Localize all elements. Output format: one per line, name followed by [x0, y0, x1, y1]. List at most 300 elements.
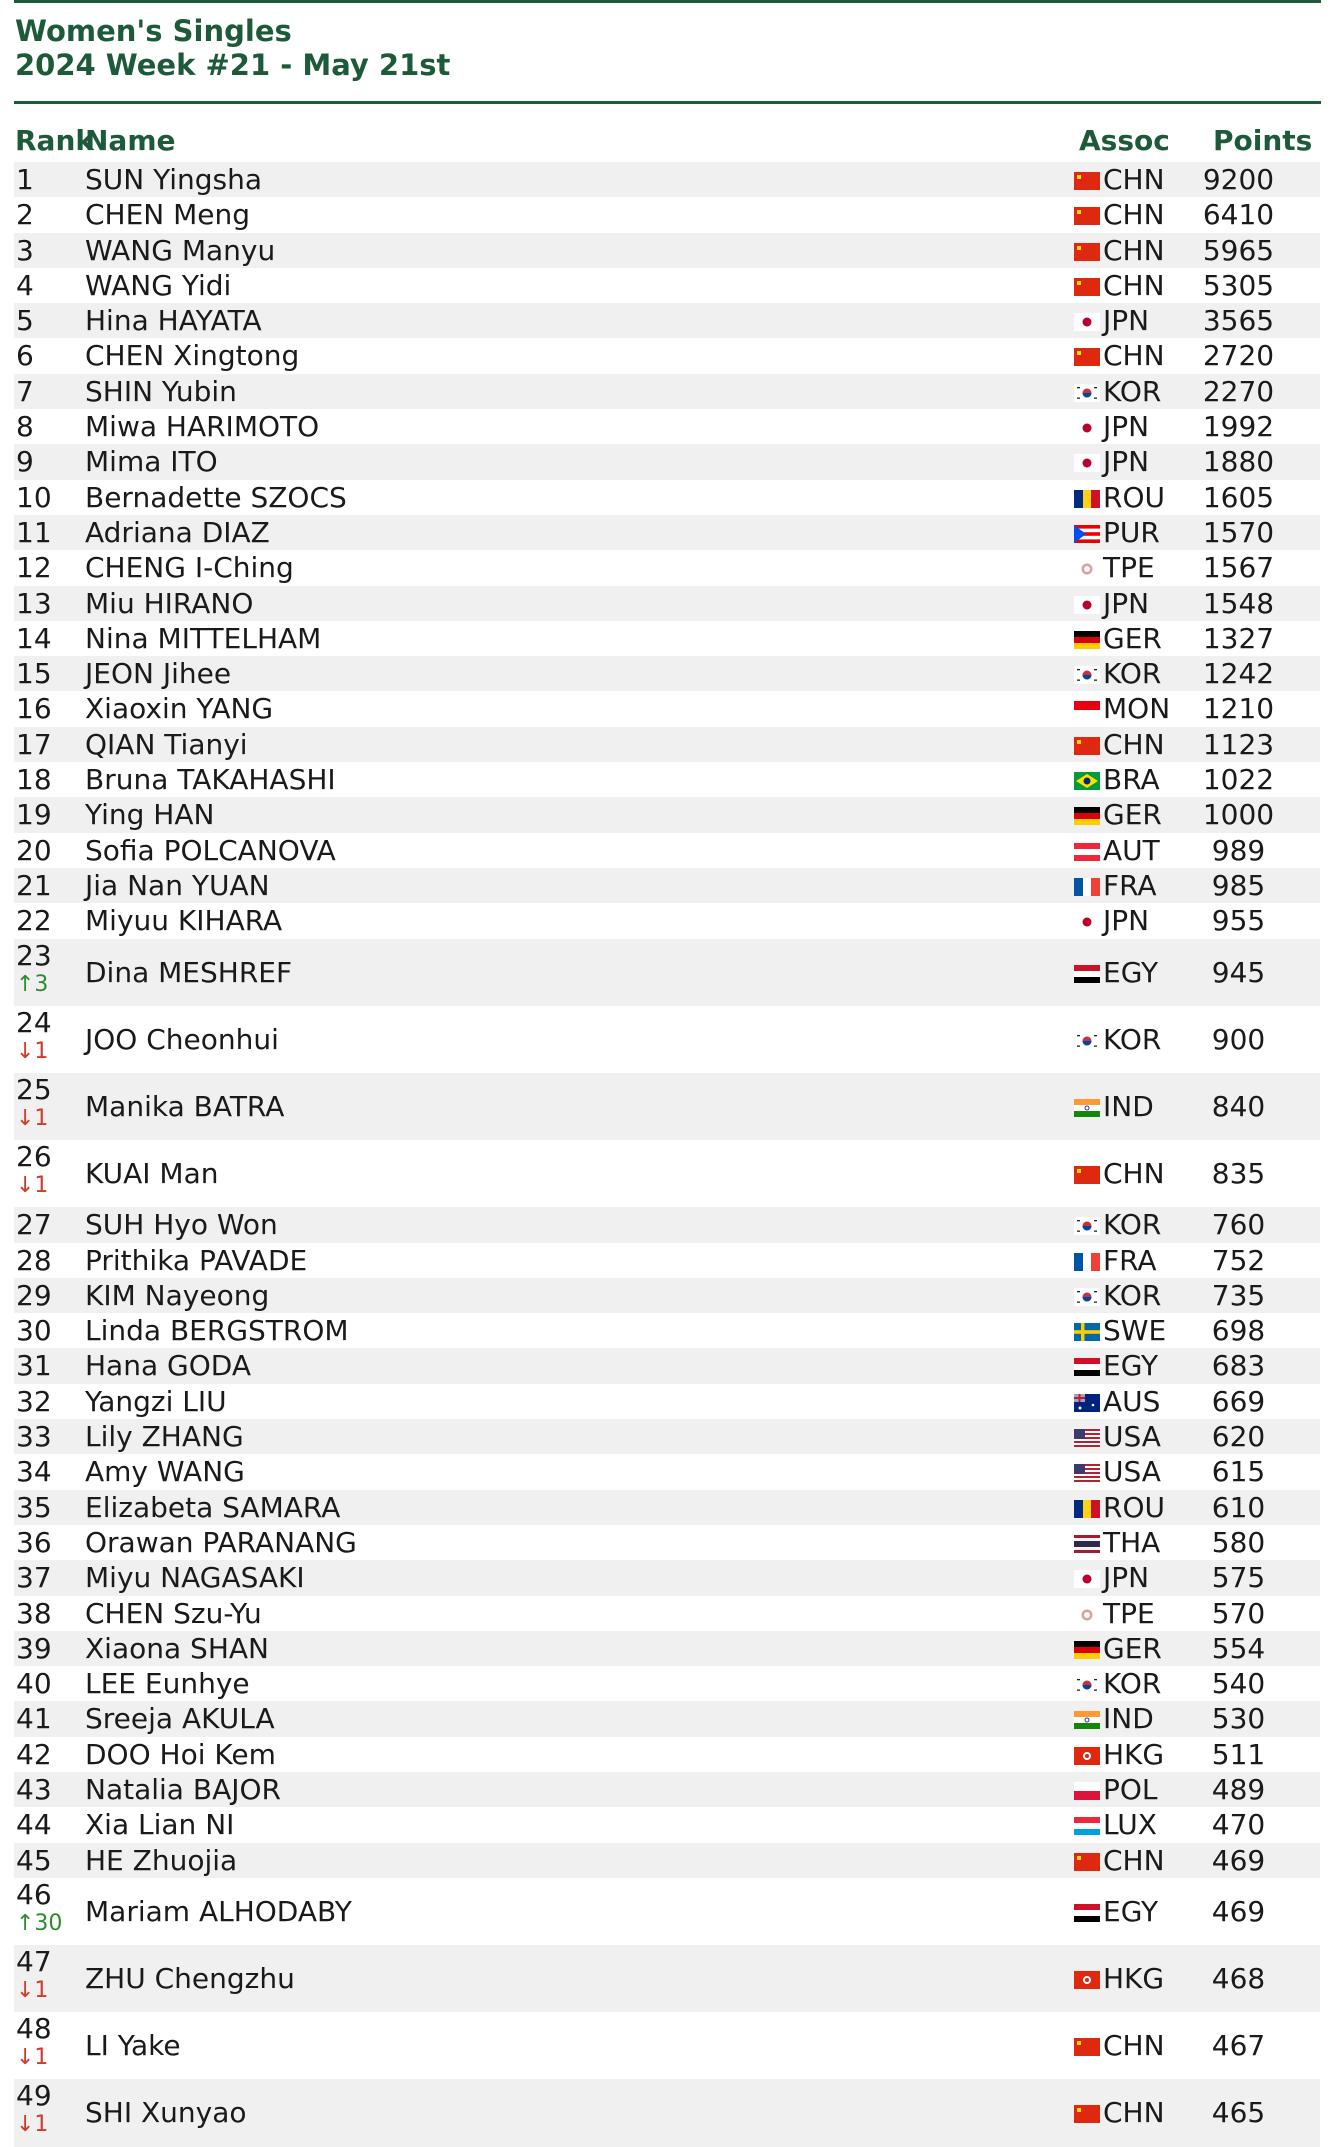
- flag-egy-icon: [1074, 1904, 1100, 1922]
- column-header-assoc: Assoc: [1079, 124, 1170, 157]
- assoc-cell: [1074, 376, 1184, 408]
- assoc-cell: [1074, 1315, 1184, 1347]
- assoc-code: KOR: [1103, 1667, 1162, 1701]
- table-row: [14, 1807, 1320, 1842]
- table-row: [14, 1384, 1320, 1419]
- player-name-cell: SHIN Yubin: [85, 374, 237, 408]
- points-cell: 840: [1211, 1089, 1266, 1123]
- assoc-cell: [1074, 658, 1184, 690]
- rank-change-indicator: ↓1: [16, 1105, 49, 1131]
- rank-cell: 6: [16, 339, 34, 373]
- assoc-code: ROU: [1103, 480, 1165, 514]
- table-row: [14, 1278, 1320, 1313]
- table-row: [14, 1666, 1320, 1701]
- rank-cell: 23: [16, 938, 52, 972]
- rank-change-indicator: ↓1: [16, 1978, 49, 2004]
- rank-cell: 5: [16, 304, 34, 338]
- points-cell: 1210: [1202, 692, 1275, 726]
- assoc-code: GER: [1103, 621, 1162, 655]
- assoc-cell: [1074, 1280, 1184, 1312]
- player-name-cell: SHI Xunyao: [85, 2096, 247, 2130]
- rank-cell: 10: [16, 480, 52, 514]
- assoc-code: HKG: [1103, 1962, 1165, 1996]
- table-row: [14, 868, 1320, 903]
- assoc-cell: [1074, 1421, 1184, 1453]
- table-row: [14, 444, 1320, 479]
- player-name-cell: Xiaona SHAN: [85, 1631, 269, 1665]
- assoc-cell: [1074, 729, 1184, 761]
- player-name-cell: SUH Hyo Won: [85, 1208, 278, 1242]
- top-divider: [14, 0, 1321, 3]
- assoc-cell: [1074, 1209, 1184, 1241]
- assoc-cell: [1074, 1633, 1184, 1665]
- points-cell: 2270: [1202, 374, 1275, 408]
- assoc-cell: [1074, 905, 1184, 937]
- rank-cell: 42: [16, 1737, 52, 1771]
- player-name-cell: CHEN Meng: [85, 198, 251, 232]
- assoc-cell: [1074, 799, 1184, 831]
- assoc-code: EGY: [1103, 1894, 1159, 1928]
- table-row: [14, 233, 1320, 268]
- rank-cell: 38: [16, 1596, 52, 1630]
- player-name-cell: DOO Hoi Kem: [85, 1737, 276, 1771]
- rank-cell: 43: [16, 1773, 52, 1807]
- points-cell: 615: [1211, 1455, 1266, 1489]
- rank-cell: 47: [16, 1945, 52, 1979]
- flag-mon-icon: [1074, 701, 1100, 719]
- flag-rou-icon: [1074, 1500, 1100, 1518]
- rank-cell: 19: [16, 798, 52, 832]
- assoc-cell: [1074, 305, 1184, 337]
- assoc-code: BRA: [1103, 763, 1160, 797]
- rank-cell: 44: [16, 1808, 52, 1842]
- player-name-cell: KUAI Man: [85, 1157, 219, 1191]
- points-cell: 511: [1211, 1737, 1266, 1771]
- rank-change-indicator: ↑3: [16, 971, 49, 997]
- table-row: [14, 374, 1320, 409]
- table-row: [14, 409, 1320, 444]
- points-cell: 835: [1211, 1157, 1266, 1191]
- player-name-cell: JOO Cheonhui: [85, 1022, 279, 1056]
- flag-bra-icon: [1074, 772, 1100, 790]
- rank-cell: 21: [16, 868, 52, 902]
- assoc-code: SWE: [1103, 1314, 1167, 1348]
- rank-cell: 49: [16, 2079, 52, 2113]
- flag-chn-icon: [1074, 2038, 1100, 2056]
- rank-cell: 31: [16, 1349, 52, 1383]
- table-row: [14, 833, 1320, 868]
- column-header-points: Points: [1213, 124, 1313, 157]
- player-name-cell: Mima ITO: [85, 445, 218, 479]
- player-name-cell: SUN Yingsha: [85, 163, 263, 196]
- player-name-cell: Ying HAN: [85, 798, 215, 832]
- table-row: [14, 550, 1320, 585]
- rank-cell: 35: [16, 1490, 52, 1524]
- flag-tha-icon: [1074, 1535, 1100, 1553]
- player-name-cell: Sreeja AKULA: [85, 1702, 275, 1736]
- table-row: [14, 2012, 1320, 2079]
- assoc-code: IND: [1103, 1089, 1154, 1123]
- column-header-name: Name: [85, 124, 176, 157]
- assoc-cell: [1074, 1739, 1184, 1771]
- points-cell: 1570: [1202, 515, 1275, 549]
- points-cell: 470: [1211, 1808, 1266, 1842]
- assoc-code: KOR: [1103, 374, 1162, 408]
- rank-cell: 37: [16, 1561, 52, 1595]
- rank-cell: 32: [16, 1384, 52, 1418]
- rank-cell: 26: [16, 1140, 52, 1174]
- flag-kor-icon: [1074, 1288, 1100, 1306]
- rank-cell: 13: [16, 586, 52, 620]
- table-row: [14, 903, 1320, 938]
- table-row: [14, 1878, 1320, 1945]
- flag-chn-icon: [1074, 2105, 1100, 2123]
- assoc-code: CHN: [1103, 198, 1165, 232]
- table-row: [14, 1490, 1320, 1525]
- assoc-code: EGY: [1103, 955, 1159, 989]
- assoc-code: IND: [1103, 1702, 1154, 1736]
- flag-ger-icon: [1074, 631, 1100, 649]
- player-name-cell: Nina MITTELHAM: [85, 621, 322, 655]
- player-name-cell: ZHU Chengzhu: [85, 1962, 295, 1996]
- points-cell: 570: [1211, 1596, 1266, 1630]
- flag-chn-icon: [1074, 737, 1100, 755]
- assoc-cell: [1074, 1809, 1184, 1841]
- assoc-code: JPN: [1103, 1561, 1150, 1595]
- player-name-cell: JEON Jihee: [85, 657, 232, 691]
- player-name-cell: QIAN Tianyi: [85, 727, 248, 761]
- player-name-cell: Sofia POLCANOVA: [85, 833, 336, 867]
- points-cell: 1880: [1202, 445, 1275, 479]
- points-cell: 610: [1211, 1490, 1266, 1524]
- title-line-1: Women's Singles: [15, 14, 292, 48]
- assoc-cell: [1074, 270, 1184, 302]
- flag-chn-icon: [1074, 1853, 1100, 1871]
- rank-cell: 9: [16, 445, 34, 479]
- assoc-cell: [1074, 552, 1184, 584]
- points-cell: 989: [1211, 833, 1266, 867]
- rank-cell: 40: [16, 1667, 52, 1701]
- header-divider: [14, 101, 1321, 104]
- rank-cell: 46: [16, 1877, 52, 1911]
- assoc-code: CHN: [1103, 727, 1165, 761]
- player-name-cell: Natalia BAJOR: [85, 1773, 281, 1807]
- table-row: [14, 939, 1320, 1006]
- flag-jpn-icon: [1074, 913, 1100, 931]
- points-cell: 1242: [1202, 657, 1275, 691]
- player-name-cell: LEE Eunhye: [85, 1667, 250, 1701]
- points-cell: 469: [1211, 1894, 1266, 1928]
- flag-ind-icon: [1074, 1711, 1100, 1729]
- assoc-cell: [1074, 1703, 1184, 1735]
- player-name-cell: Adriana DIAZ: [85, 515, 270, 549]
- points-cell: 1123: [1202, 727, 1275, 761]
- flag-kor-icon: [1074, 384, 1100, 402]
- assoc-cell: [1074, 1024, 1184, 1056]
- points-cell: 669: [1211, 1384, 1266, 1418]
- rank-cell: 30: [16, 1314, 52, 1348]
- points-cell: 467: [1211, 2029, 1266, 2063]
- flag-egy-icon: [1074, 965, 1100, 983]
- player-name-cell: Linda BERGSTROM: [85, 1314, 349, 1348]
- assoc-code: CHN: [1103, 268, 1165, 302]
- rank-change-indicator: ↑30: [16, 1910, 63, 1936]
- assoc-code: USA: [1103, 1420, 1161, 1454]
- points-cell: 580: [1211, 1525, 1266, 1559]
- table-row: [14, 1454, 1320, 1489]
- assoc-cell: [1074, 1963, 1184, 1995]
- flag-jpn-icon: [1074, 313, 1100, 331]
- assoc-cell: [1074, 1456, 1184, 1488]
- assoc-cell: [1074, 1527, 1184, 1559]
- assoc-cell: [1074, 764, 1184, 796]
- table-row: [14, 303, 1320, 338]
- assoc-code: CHN: [1103, 2029, 1165, 2063]
- player-name-cell: Hina HAYATA: [85, 304, 262, 338]
- player-name-cell: LI Yake: [85, 2029, 181, 2063]
- rank-cell: 25: [16, 1072, 52, 1106]
- player-name-cell: CHEN Szu-Yu: [85, 1596, 262, 1630]
- assoc-code: JPN: [1103, 410, 1150, 444]
- rank-cell: 14: [16, 621, 52, 655]
- points-cell: 6410: [1202, 198, 1275, 232]
- rank-change-indicator: ↓1: [16, 1173, 49, 1199]
- rank-change-indicator: ↓1: [16, 2045, 49, 2071]
- assoc-cell: [1074, 835, 1184, 867]
- assoc-cell: [1074, 1845, 1184, 1877]
- assoc-cell: [1074, 623, 1184, 655]
- rank-cell: 48: [16, 2012, 52, 2046]
- assoc-cell: [1074, 1386, 1184, 1418]
- flag-pol-icon: [1074, 1782, 1100, 1800]
- assoc-cell: [1074, 1245, 1184, 1277]
- player-name-cell: KIM Nayeong: [85, 1278, 270, 1312]
- rank-cell: 12: [16, 551, 52, 585]
- rank-cell: 34: [16, 1455, 52, 1489]
- player-name-cell: Mariam ALHODABY: [85, 1894, 352, 1928]
- assoc-cell: [1074, 164, 1184, 196]
- table-row: [14, 1701, 1320, 1736]
- flag-jpn-icon: [1074, 596, 1100, 614]
- title-line-2: 2024 Week #21 - May 21st: [15, 48, 451, 82]
- flag-rou-icon: [1074, 490, 1100, 508]
- player-name-cell: Miwa HARIMOTO: [85, 410, 320, 444]
- flag-jpn-icon: [1074, 454, 1100, 472]
- flag-chn-icon: [1074, 348, 1100, 366]
- flag-usa-icon: [1074, 1464, 1100, 1482]
- points-cell: 1000: [1202, 798, 1275, 832]
- player-name-cell: Xiaoxin YANG: [85, 692, 274, 726]
- assoc-code: FRA: [1103, 868, 1157, 902]
- assoc-cell: [1074, 446, 1184, 478]
- assoc-code: JPN: [1103, 445, 1150, 479]
- assoc-cell: [1074, 693, 1184, 725]
- table-row: [14, 1843, 1320, 1878]
- assoc-cell: [1074, 1350, 1184, 1382]
- assoc-code: GER: [1103, 798, 1162, 832]
- points-cell: 9200: [1202, 163, 1275, 196]
- assoc-cell: [1074, 1668, 1184, 1700]
- assoc-code: KOR: [1103, 657, 1162, 691]
- flag-chn-icon: [1074, 243, 1100, 261]
- assoc-code: POL: [1103, 1773, 1158, 1807]
- rank-cell: 11: [16, 515, 52, 549]
- player-name-cell: Xia Lian NI: [85, 1808, 235, 1842]
- rank-cell: 33: [16, 1420, 52, 1454]
- points-cell: 3565: [1202, 304, 1275, 338]
- rank-cell: 18: [16, 763, 52, 797]
- flag-chn-icon: [1074, 1166, 1100, 1184]
- assoc-code: ROU: [1103, 1490, 1165, 1524]
- rank-cell: 16: [16, 692, 52, 726]
- rank-cell: 3: [16, 233, 34, 267]
- points-cell: 1548: [1202, 586, 1275, 620]
- table-row: [14, 515, 1320, 550]
- assoc-code: HKG: [1103, 1737, 1165, 1771]
- assoc-cell: [1074, 870, 1184, 902]
- flag-chn-icon: [1074, 172, 1100, 190]
- flag-pur-icon: [1074, 525, 1100, 543]
- assoc-code: AUT: [1103, 833, 1160, 867]
- flag-fra-icon: [1074, 878, 1100, 896]
- player-name-cell: Elizabeta SAMARA: [85, 1490, 341, 1524]
- rank-cell: 15: [16, 657, 52, 691]
- table-row: [14, 727, 1320, 762]
- table-row: [14, 268, 1320, 303]
- table-row: [14, 1560, 1320, 1595]
- player-name-cell: Amy WANG: [85, 1455, 245, 1489]
- player-name-cell: Miyu NAGASAKI: [85, 1561, 305, 1595]
- rank-cell: 2: [16, 198, 34, 232]
- player-name-cell: Hana GODA: [85, 1349, 251, 1383]
- table-row: [14, 1348, 1320, 1383]
- table-row: [14, 1525, 1320, 1560]
- assoc-cell: [1074, 199, 1184, 231]
- player-name-cell: Bernadette SZOCS: [85, 480, 347, 514]
- flag-lux-icon: [1074, 1817, 1100, 1835]
- assoc-cell: [1074, 1492, 1184, 1524]
- assoc-cell: [1074, 411, 1184, 443]
- assoc-cell: [1074, 1562, 1184, 1594]
- points-cell: 530: [1211, 1702, 1266, 1736]
- points-cell: 620: [1211, 1420, 1266, 1454]
- points-cell: 465: [1211, 2096, 1266, 2130]
- assoc-code: FRA: [1103, 1243, 1157, 1277]
- player-name-cell: CHEN Xingtong: [85, 339, 300, 373]
- table-row: [14, 338, 1320, 373]
- player-name-cell: Lily ZHANG: [85, 1420, 244, 1454]
- assoc-cell: [1074, 1091, 1184, 1123]
- table-row: [14, 1313, 1320, 1348]
- flag-swe-icon: [1074, 1323, 1100, 1341]
- assoc-code: JPN: [1103, 586, 1150, 620]
- rank-cell: 41: [16, 1702, 52, 1736]
- assoc-code: TPE: [1103, 1596, 1155, 1630]
- points-cell: 540: [1211, 1667, 1266, 1701]
- table-row: [14, 797, 1320, 832]
- assoc-code: CHN: [1103, 2096, 1165, 2130]
- assoc-code: THA: [1103, 1525, 1161, 1559]
- rank-cell: 45: [16, 1843, 52, 1877]
- points-cell: 985: [1211, 868, 1266, 902]
- rank-cell: 20: [16, 833, 52, 867]
- flag-fra-icon: [1074, 1253, 1100, 1271]
- points-cell: 1022: [1202, 763, 1275, 797]
- points-cell: 489: [1211, 1773, 1266, 1807]
- flag-kor-icon: [1074, 1217, 1100, 1235]
- rank-cell: 36: [16, 1525, 52, 1559]
- table-row: [14, 1737, 1320, 1772]
- assoc-cell: [1074, 2097, 1184, 2129]
- table-row: [14, 762, 1320, 797]
- points-cell: 683: [1211, 1349, 1266, 1383]
- flag-jpn-icon: [1074, 419, 1100, 437]
- player-name-cell: Jia Nan YUAN: [85, 868, 270, 902]
- rank-change-indicator: ↓1: [16, 2112, 49, 2138]
- assoc-code: CHN: [1103, 163, 1165, 196]
- rank-cell: 4: [16, 268, 34, 302]
- table-row: [14, 621, 1320, 656]
- assoc-cell: [1074, 1774, 1184, 1806]
- assoc-code: CHN: [1103, 1157, 1165, 1191]
- assoc-code: AUS: [1103, 1384, 1161, 1418]
- table-row: [14, 480, 1320, 515]
- assoc-code: USA: [1103, 1455, 1161, 1489]
- rank-cell: 27: [16, 1208, 52, 1242]
- player-name-cell: Miu HIRANO: [85, 586, 254, 620]
- flag-kor-icon: [1074, 1676, 1100, 1694]
- player-name-cell: Dina MESHREF: [85, 955, 293, 989]
- ranking-table: [14, 162, 1320, 2147]
- assoc-cell: [1074, 1598, 1184, 1630]
- points-cell: 1327: [1202, 621, 1275, 655]
- rank-cell: 8: [16, 410, 34, 444]
- assoc-code: KOR: [1103, 1278, 1162, 1312]
- flag-chn-icon: [1074, 207, 1100, 225]
- player-name-cell: HE Zhuojia: [85, 1843, 238, 1877]
- table-row: [14, 1945, 1320, 2012]
- table-row: [14, 1631, 1320, 1666]
- table-row: [14, 1243, 1320, 1278]
- assoc-code: CHN: [1103, 1843, 1165, 1877]
- table-row: [14, 691, 1320, 726]
- assoc-cell: [1074, 1896, 1184, 1928]
- assoc-cell: [1074, 340, 1184, 372]
- table-row: [14, 1140, 1320, 1207]
- player-name-cell: Manika BATRA: [85, 1089, 285, 1123]
- assoc-code: LUX: [1103, 1808, 1157, 1842]
- table-row: [14, 1772, 1320, 1807]
- assoc-code: EGY: [1103, 1349, 1159, 1383]
- rank-cell: 24: [16, 1005, 52, 1039]
- points-cell: 752: [1211, 1243, 1266, 1277]
- assoc-code: PUR: [1103, 515, 1160, 549]
- assoc-cell: [1074, 235, 1184, 267]
- player-name-cell: CHENG I-Ching: [85, 551, 294, 585]
- flag-chn-icon: [1074, 278, 1100, 296]
- assoc-code: CHN: [1103, 339, 1165, 373]
- flag-ger-icon: [1074, 807, 1100, 825]
- assoc-cell: [1074, 517, 1184, 549]
- rank-cell: 39: [16, 1631, 52, 1665]
- assoc-cell: [1074, 957, 1184, 989]
- player-name-cell: WANG Manyu: [85, 233, 276, 267]
- flag-egy-icon: [1074, 1358, 1100, 1376]
- table-row: [14, 162, 1320, 197]
- rank-cell: 7: [16, 374, 34, 408]
- assoc-cell: [1074, 588, 1184, 620]
- points-cell: 5965: [1202, 233, 1275, 267]
